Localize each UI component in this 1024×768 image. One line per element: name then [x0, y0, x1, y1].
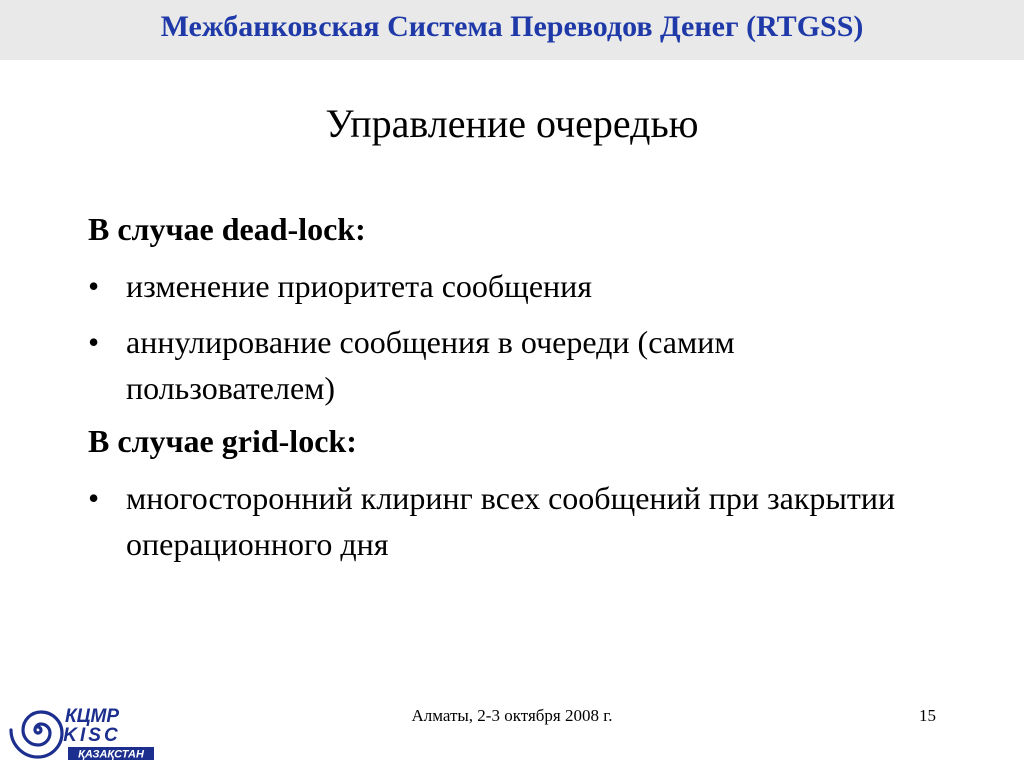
list-item [88, 475, 948, 567]
list-item-text: аннулирование сообщения в очереди (самим пользователем) [126, 324, 735, 406]
svg-text:КЦМР: КЦМР [64, 706, 120, 727]
bullet-icon: • [88, 324, 100, 360]
footer-location-date: Алматы, 2-3 октября 2008 г. [411, 706, 613, 725]
page-number: 15 [919, 706, 936, 725]
kisc-logo [6, 692, 166, 764]
list-item [88, 319, 948, 411]
svg-text:ҚАЗАҚСТАН: ҚАЗАҚСТАН [78, 748, 144, 761]
list-item-text: многосторонний клиринг всех сообщений при закрытии операционного дня [126, 480, 896, 562]
section-heading-gridlock: В случае grid-lock: [88, 423, 357, 459]
header-title: Межбанковская Система Переводов Денег (RTGSS) [160, 10, 864, 43]
slide-content [88, 205, 948, 567]
bullet-icon: • [88, 268, 100, 304]
list-item [88, 263, 948, 309]
slide-title: Управление очередью [325, 101, 699, 146]
section-heading-deadlock: В случае dead-lock: [88, 211, 366, 247]
list-item-text: изменение приоритета сообщения [126, 268, 592, 304]
svg-text:KISC: KISC [63, 725, 121, 746]
bullet-icon: • [88, 480, 100, 516]
